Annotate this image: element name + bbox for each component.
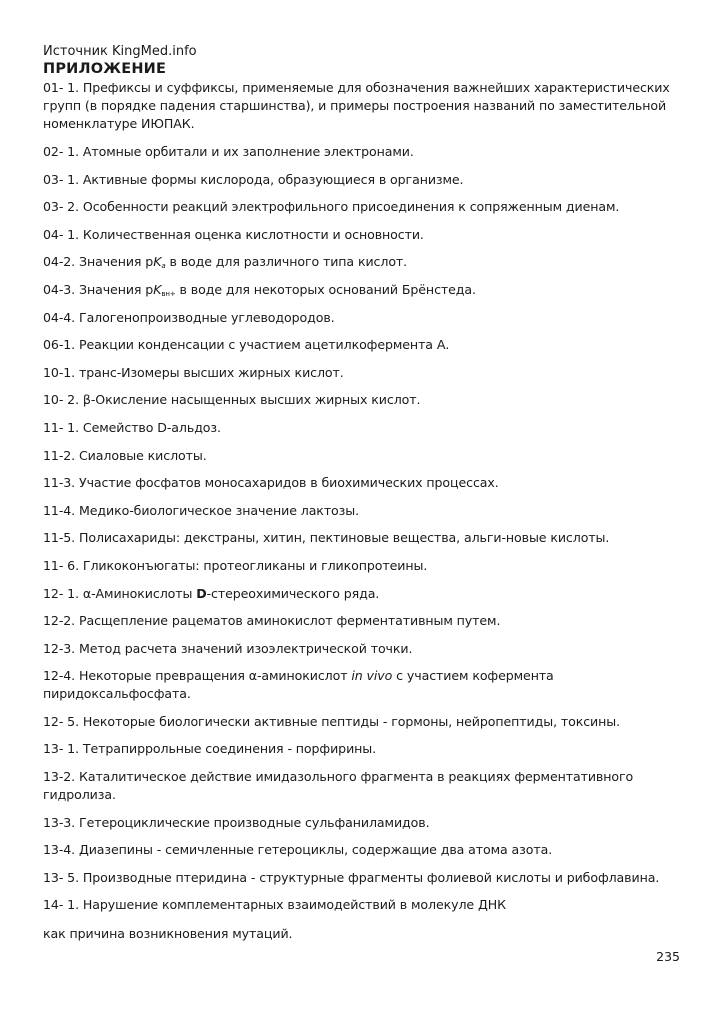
list-item: 03- 1. Активные формы кислорода, образующиеся в организме. — [43, 171, 464, 187]
list-item: 13-4. Диазепины - семичленные гетероциклы, содержащие два атома азота. — [43, 842, 553, 858]
list-item: 12- 5. Некоторые биологически активные пептиды - гормоны, нейропептиды, токсины. — [43, 713, 621, 729]
page-title: ПРИЛОЖЕНИЕ — [43, 61, 167, 77]
document-page — [43, 44, 683, 953]
list-item: 04-2. Значения $pK_a$ в воде для различного типа кислот. — [43, 254, 408, 271]
list-item: 12-3. Метод расчета значений изоэлектрической точки. — [43, 640, 413, 656]
list-item: 13-3. Гетероциклические производные сульфаниламидов. — [43, 814, 430, 830]
list-item: 13- 5. Производные птеридина - структурные фрагменты фолиевой кислоты и рибофлавина. — [43, 869, 660, 885]
list-item: 13- 1. Тетрапиррольные соединения - порфирины. — [43, 741, 377, 757]
list-item: 10- 2. β-Окисление насыщенных высших жирных кислот. — [43, 392, 421, 408]
source-line: Источник KingMed.info — [43, 44, 197, 59]
list-item: 04-4. Галогенопроизводные углеводородов. — [43, 309, 335, 325]
list-item: 10-1. транс-Изомеры высших жирных кислот. — [43, 364, 344, 380]
list-item: 04-3. Значения $pK_{вн+}$ в воде для некоторых оснований Брёнстеда. — [43, 281, 476, 298]
list-item: 12-4. Некоторые превращения α-аминокислот in vivo с участием кофермента пиридоксальфосфата. — [43, 668, 554, 702]
list-item: 11-2. Сиаловые кислоты. — [43, 447, 207, 463]
list-item: 11-5. Полисахариды: декстраны, хитин, пектиновые вещества, альги-новые кислоты. — [43, 530, 610, 546]
list-item: 14- 1. Нарушение комплементарных взаимодействий в молекуле ДНК — [43, 897, 506, 913]
list-item: 02- 1. Атомные орбитали и их заполнение электронами. — [43, 144, 414, 159]
list-item: 11-4. Медико-биологическое значение лактозы. — [43, 502, 360, 518]
list-item: 13-2. Каталитическое действие имидазольного фрагмента в реакциях ферментативного гидролиза. — [43, 769, 634, 803]
list-item: 11- 6. Гликоконъюгаты: протеогликаны и гликопротеины. — [43, 557, 428, 573]
list-item: 11-3. Участие фосфатов моносахаридов в биохимических процессах. — [43, 475, 499, 491]
list-item: 04- 1. Количественная оценка кислотности и основности. — [43, 226, 424, 242]
list-item: 03- 2. Особенности реакций электрофильного присоединения к сопряженным диенам. — [43, 199, 620, 215]
page-number: 235 — [656, 949, 680, 964]
list-item: 01- 1. Префиксы и суффиксы, применяемые для обозначения важнейших характеристических групп (в порядке падения старшинства), и примеры построения названий по заместительной номенклатуре ИЮПАК. — [43, 80, 670, 131]
list-item: 06-1. Реакции конденсации с участием ацетилкофермента А. — [43, 337, 450, 353]
list-item: 11- 1. Семейство D-альдоз. — [43, 419, 221, 435]
list-item: 12-2. Расщепление рацематов аминокислот ферментативным путем. — [43, 613, 501, 629]
list-item: как причина возникновения мутаций. — [43, 926, 293, 942]
list-item: 12- 1. α-Аминокислоты D-стереохимического ряда. — [43, 585, 380, 601]
